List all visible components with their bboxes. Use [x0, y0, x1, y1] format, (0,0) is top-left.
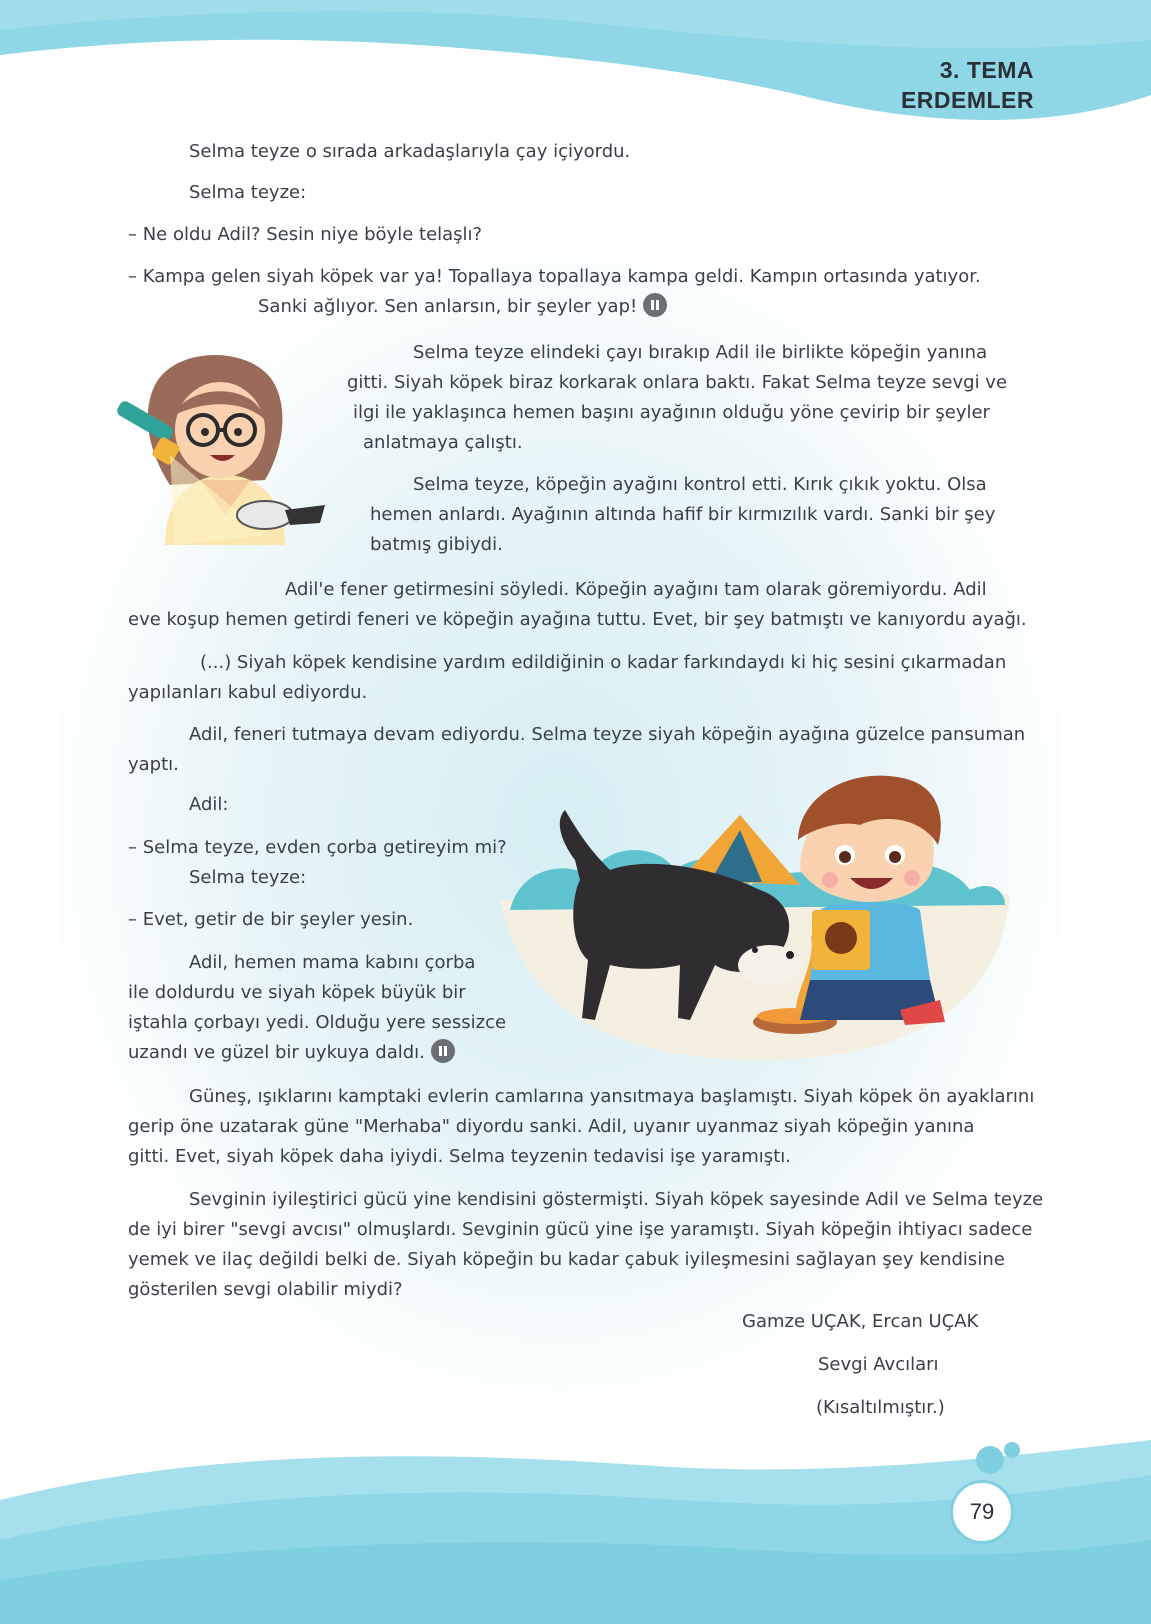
- paragraph-5-line-3: ilgi ile yaklaşınca hemen başını ayağının olduğu yöne çevirip bir şeyler: [353, 402, 990, 423]
- paragraph-14-line-4-text: uzandı ve güzel bir uykuya daldı.: [128, 1042, 425, 1063]
- boy-and-dog-illustration: [500, 760, 1010, 1080]
- paragraph-8-line-2: yapılanları kabul ediyordu.: [128, 682, 368, 703]
- paragraph-2: Selma teyze:: [189, 182, 307, 203]
- paragraph-8-line-1: (...) Siyah köpek kendisine yardım edildiğinin o kadar farkındaydı ki hiç sesini çıkarmadan: [200, 652, 1007, 673]
- paragraph-16-line-3: yemek ve ilaç değildi belki de. Siyah köpeğin bu kadar çabuk iyileşmesini sağlayan şey kendisine: [128, 1249, 1005, 1270]
- paragraph-4-line-1: – Kampa gelen siyah köpek var ya! Topallaya topallaya kampa geldi. Kampın ortasında yatıyor.: [128, 266, 981, 287]
- paragraph-6-line-1: Selma teyze, köpeğin ayağını kontrol etti. Kırık çıkık yoktu. Olsa: [413, 474, 987, 495]
- pause-icon[interactable]: [643, 293, 667, 317]
- paragraph-16-line-1: Sevginin iyileştirici gücü yine kendisini göstermişti. Siyah köpek sayesinde Adil ve Selma teyze: [189, 1189, 1044, 1210]
- paragraph-9-line-2: yaptı.: [128, 754, 179, 775]
- paragraph-7-line-2: eve koşup hemen getirdi feneri ve köpeğin ayağına tuttu. Evet, bir şey batmıştı ve kanıyordu ayağı.: [128, 609, 1027, 630]
- paragraph-13: – Evet, getir de bir şeyler yesin.: [128, 909, 414, 930]
- paragraph-10: Adil:: [189, 794, 229, 815]
- theme-name: ERDEMLER: [900, 87, 1034, 113]
- paragraph-7-line-1: Adil'e fener getirmesini söyledi. Köpeğin ayağını tam olarak göremiyordu. Adil: [285, 579, 987, 600]
- theme-header: [901, 55, 1034, 115]
- pause-icon[interactable]: [431, 1039, 455, 1063]
- page-number: 79: [950, 1480, 1014, 1544]
- paragraph-3: – Ne oldu Adil? Sesin niye böyle telaşlı?: [128, 224, 483, 245]
- paragraph-4-line-2-text: Sanki ağlıyor. Sen anlarsın, bir şeyler yap!: [258, 296, 638, 317]
- paragraph-15-line-1: Güneş, ışıklarını kamptaki evlerin camlarına yansıtmaya başlamıştı. Siyah köpek ön ayaklarını: [189, 1086, 1035, 1107]
- paragraph-5-line-1: Selma teyze elindeki çayı bırakıp Adil ile birlikte köpeğin yanına: [413, 342, 988, 363]
- theme-number: 3. TEMA: [939, 57, 1034, 83]
- paragraph-9-line-1: Adil, feneri tutmaya devam ediyordu. Selma teyze siyah köpeğin ayağına güzelce pansuman: [189, 724, 1026, 745]
- paragraph-5-line-4: anlatmaya çalıştı.: [363, 432, 523, 453]
- paragraph-4-line-2: [258, 292, 667, 322]
- paragraph-16-line-4: gösterilen sevgi olabilir miydi?: [128, 1279, 403, 1300]
- paragraph-14-line-4: [128, 1038, 455, 1068]
- paragraph-15-line-2: gerip öne uzatarak güne "Merhaba" diyordu sanki. Adil, uyanır uyanmaz siyah köpeğin yanına: [128, 1116, 975, 1137]
- credit-book: Sevgi Avcıları: [818, 1354, 939, 1375]
- paragraph-15-line-3: gitti. Evet, siyah köpek daha iyiydi. Selma teyzenin tedavisi işe yaramıştı.: [128, 1146, 791, 1167]
- paragraph-14-line-1: Adil, hemen mama kabını çorba: [189, 952, 476, 973]
- paragraph-11: – Selma teyze, evden çorba getireyim mi?: [128, 837, 507, 858]
- credit-note: (Kısaltılmıştır.): [816, 1397, 945, 1418]
- paragraph-5-line-2: gitti. Siyah köpek biraz korkarak onlara baktı. Fakat Selma teyze sevgi ve: [347, 372, 1008, 393]
- paragraph-14-line-2: ile doldurdu ve siyah köpek büyük bir: [128, 982, 466, 1003]
- paragraph-1: Selma teyze o sırada arkadaşlarıyla çay içiyordu.: [189, 141, 631, 162]
- paragraph-6-line-2: hemen anlardı. Ayağının altında hafif bir kırmızılık vardı. Sanki bir şey: [370, 504, 996, 525]
- paragraph-6-line-3: batmış gibiydi.: [370, 534, 503, 555]
- paragraph-12: Selma teyze:: [189, 867, 307, 888]
- selma-teyze-illustration: [115, 345, 335, 565]
- paragraph-14-line-3: iştahla çorbayı yedi. Olduğu yere sessizce: [128, 1012, 507, 1033]
- paragraph-16-line-2: de iyi birer "sevgi avcısı" olmuşlardı. Sevginin gücü yine işe yaramıştı. Siyah köpeğin ihtiyacı sadece: [128, 1219, 1033, 1240]
- credit-authors: Gamze UÇAK, Ercan UÇAK: [742, 1311, 979, 1332]
